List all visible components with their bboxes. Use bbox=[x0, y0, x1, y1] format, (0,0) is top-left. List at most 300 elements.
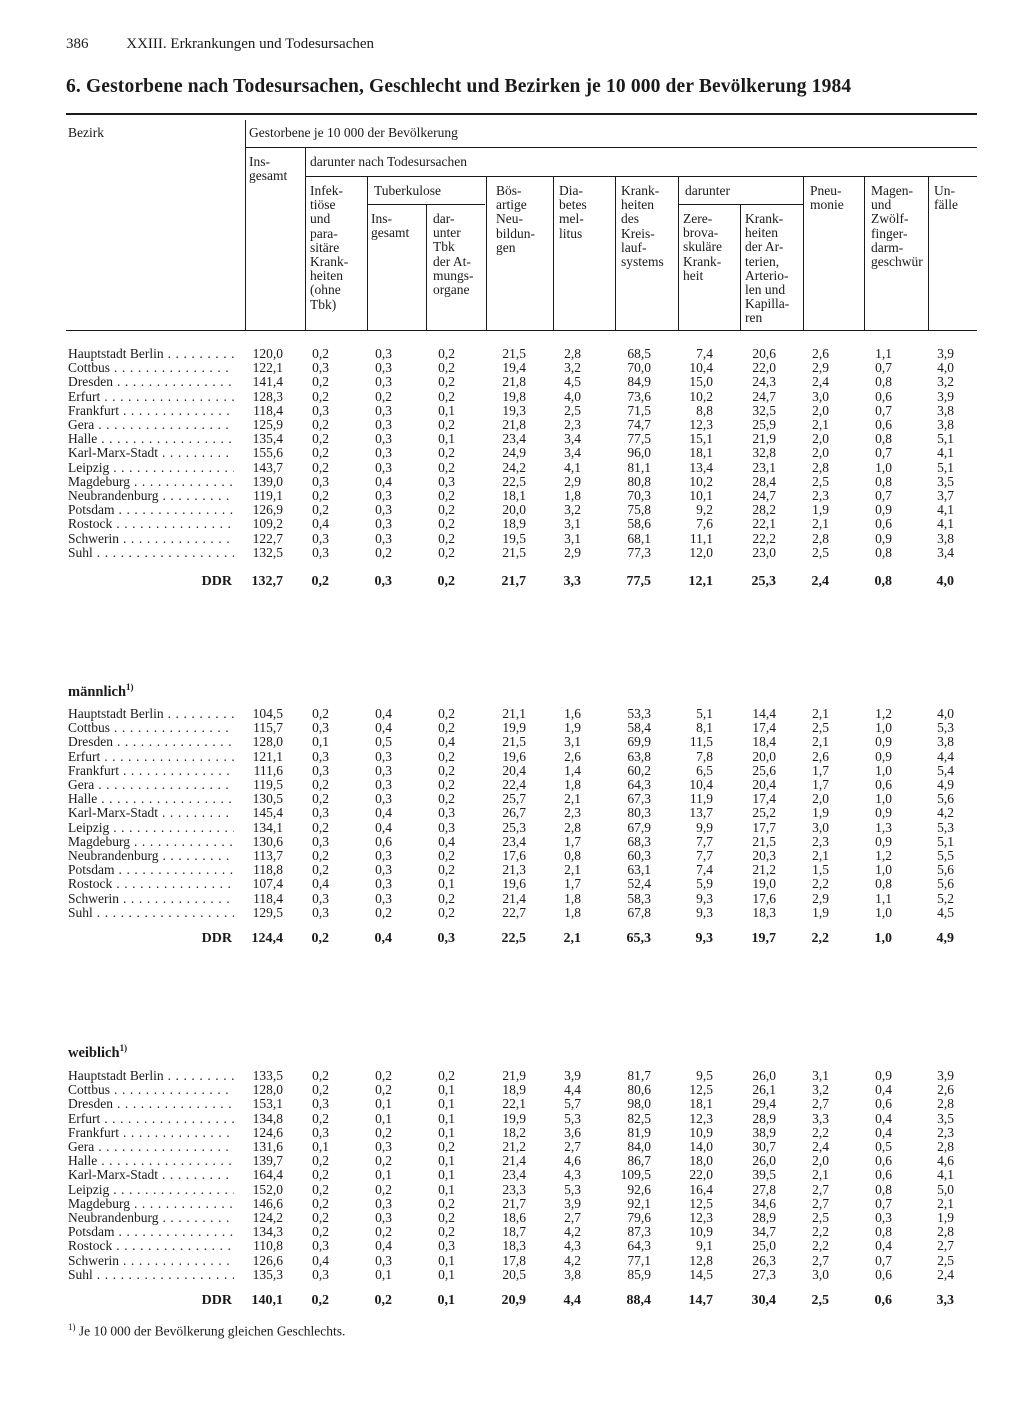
value-cell: 13,7 bbox=[689, 805, 713, 821]
value-cell: 84,0 bbox=[627, 1139, 651, 1154]
row-label: Erfurt . . . bbox=[68, 750, 234, 764]
value-cell: 5,3 bbox=[937, 819, 954, 835]
value-cell: 0,2 bbox=[375, 1068, 392, 1083]
value-cell: 115,7 bbox=[253, 720, 283, 736]
total-cell: 25,3 bbox=[751, 574, 776, 589]
value-cell: 4,0 bbox=[937, 706, 954, 721]
value-cell: 27,3 bbox=[752, 1266, 776, 1282]
value-cell: 0,2 bbox=[312, 459, 329, 475]
value-cell: 0,2 bbox=[438, 445, 455, 461]
value-cell: 23,0 bbox=[752, 544, 776, 560]
value-cell: 0,8 bbox=[564, 848, 581, 863]
value-cell: 0,3 bbox=[312, 762, 329, 778]
value-cell: 0,3 bbox=[375, 445, 392, 461]
table-row bbox=[0, 446, 1024, 460]
table-row bbox=[0, 1126, 1024, 1140]
value-cell: 0,2 bbox=[312, 417, 329, 432]
value-cell: 1,0 bbox=[875, 791, 892, 807]
value-cell: 63,1 bbox=[627, 862, 651, 878]
value-cell: 68,5 bbox=[627, 346, 651, 361]
value-cell: 0,3 bbox=[312, 1124, 329, 1140]
value-cell: 67,9 bbox=[627, 819, 651, 835]
row-label: Dresden . . . bbox=[68, 735, 234, 749]
value-cell: 0,2 bbox=[375, 1181, 392, 1197]
section-label-weiblich bbox=[68, 1043, 127, 1062]
total-cell: 2,5 bbox=[811, 1293, 829, 1308]
value-cell: 9,3 bbox=[696, 890, 713, 906]
value-cell: 2,8 bbox=[937, 1139, 954, 1154]
table-row bbox=[0, 461, 1024, 475]
value-cell: 0,8 bbox=[875, 473, 892, 489]
total-cell: 0,2 bbox=[311, 931, 329, 946]
value-cell: 2,1 bbox=[564, 791, 581, 807]
value-cell: 18,0 bbox=[689, 1153, 713, 1169]
value-cell: 139,7 bbox=[252, 1153, 283, 1169]
value-cell: 0,2 bbox=[438, 890, 455, 906]
running-head bbox=[66, 36, 374, 53]
value-cell: 1,5 bbox=[812, 862, 829, 878]
value-cell: 34,6 bbox=[752, 1195, 776, 1211]
value-cell: 0,3 bbox=[312, 473, 329, 489]
value-cell: 0,2 bbox=[438, 862, 455, 878]
value-cell: 4,2 bbox=[564, 1224, 581, 1240]
value-cell: 10,2 bbox=[689, 388, 713, 404]
value-cell: 14,4 bbox=[752, 706, 776, 721]
value-cell: 0,3 bbox=[375, 862, 392, 878]
value-cell: 64,3 bbox=[627, 1238, 651, 1254]
value-cell: 7,4 bbox=[696, 862, 713, 878]
value-cell: 0,9 bbox=[875, 1068, 892, 1083]
value-cell: 26,7 bbox=[502, 805, 526, 821]
value-cell: 0,2 bbox=[375, 1224, 392, 1240]
value-cell: 0,3 bbox=[375, 777, 392, 792]
value-cell: 4,4 bbox=[564, 1082, 581, 1098]
value-cell: 28,2 bbox=[752, 502, 776, 518]
row-label: Cottbus . . . bbox=[68, 361, 234, 375]
table-row bbox=[0, 517, 1024, 531]
value-cell: 84,9 bbox=[627, 374, 651, 390]
value-cell: 125,9 bbox=[252, 417, 283, 432]
value-cell: 0,2 bbox=[312, 848, 329, 863]
col-sep bbox=[928, 177, 929, 330]
col-sep bbox=[803, 177, 804, 330]
value-cell: 58,3 bbox=[627, 890, 651, 906]
value-cell: 4,4 bbox=[937, 748, 954, 764]
value-cell: 81,1 bbox=[627, 459, 651, 475]
value-cell: 58,6 bbox=[627, 516, 651, 532]
value-cell: 25,2 bbox=[752, 805, 776, 821]
value-cell: 1,9 bbox=[812, 904, 829, 920]
value-cell: 39,5 bbox=[752, 1167, 776, 1183]
value-cell: 77,5 bbox=[627, 431, 651, 447]
value-cell: 5,3 bbox=[564, 1181, 581, 1197]
value-cell: 0,3 bbox=[312, 805, 329, 821]
total-label: DDR bbox=[201, 574, 232, 589]
value-cell: 2,2 bbox=[812, 876, 829, 892]
value-cell: 24,2 bbox=[502, 459, 526, 475]
value-cell: 1,4 bbox=[564, 762, 581, 778]
value-cell: 14,5 bbox=[689, 1266, 713, 1282]
value-cell: 0,2 bbox=[312, 445, 329, 461]
value-cell: 132,5 bbox=[252, 544, 283, 560]
value-cell: 70,0 bbox=[627, 360, 651, 376]
value-cell: 58,4 bbox=[627, 720, 651, 736]
value-cell: 7,4 bbox=[696, 346, 713, 361]
value-cell: 17,6 bbox=[752, 890, 776, 906]
value-cell: 21,8 bbox=[502, 417, 526, 432]
value-cell: 5,1 bbox=[696, 706, 713, 721]
value-cell: 2,3 bbox=[812, 488, 829, 503]
value-cell: 2,4 bbox=[812, 374, 829, 390]
chapter-title: XXIII. Erkrankungen und Todesursachen bbox=[126, 36, 375, 52]
value-cell: 155,6 bbox=[252, 445, 283, 461]
value-cell: 0,2 bbox=[438, 1139, 455, 1154]
value-cell: 109,5 bbox=[620, 1167, 651, 1183]
header-bezirk: Bezirk bbox=[68, 125, 104, 140]
table-row bbox=[0, 721, 1024, 735]
value-cell: 15,1 bbox=[689, 431, 713, 447]
value-cell: 7,7 bbox=[696, 848, 713, 863]
value-cell: 0,2 bbox=[312, 862, 329, 878]
value-cell: 3,8 bbox=[564, 1266, 581, 1282]
col-sep bbox=[678, 177, 679, 330]
value-cell: 18,1 bbox=[689, 445, 713, 461]
value-cell: 0,2 bbox=[312, 1210, 329, 1225]
value-cell: 19,8 bbox=[502, 388, 526, 404]
value-cell: 0,1 bbox=[375, 1167, 392, 1183]
causes-rule bbox=[305, 176, 977, 177]
row-label: Karl-Marx-Stadt . . . bbox=[68, 1168, 234, 1182]
value-cell: 9,2 bbox=[696, 502, 713, 518]
value-cell: 22,2 bbox=[752, 530, 776, 546]
total-cell: 0,2 bbox=[437, 574, 455, 589]
value-cell: 0,3 bbox=[375, 1195, 392, 1211]
value-cell: 25,3 bbox=[502, 819, 526, 835]
value-cell: 2,0 bbox=[812, 431, 829, 447]
value-cell: 0,1 bbox=[438, 1266, 455, 1282]
value-cell: 0,2 bbox=[375, 544, 392, 560]
row-label: Schwerin . . . bbox=[68, 532, 234, 546]
value-cell: 0,4 bbox=[375, 805, 392, 821]
value-cell: 2,5 bbox=[812, 1210, 829, 1225]
value-cell: 0,3 bbox=[375, 488, 392, 503]
value-cell: 0,6 bbox=[875, 1153, 892, 1169]
row-label: Dresden . . . bbox=[68, 1097, 234, 1111]
row-label: Halle . . . bbox=[68, 432, 234, 446]
total-row bbox=[0, 575, 1024, 589]
value-cell: 0,2 bbox=[312, 791, 329, 807]
value-cell: 12,8 bbox=[689, 1252, 713, 1268]
value-cell: 22,1 bbox=[752, 516, 776, 532]
value-cell: 0,4 bbox=[875, 1110, 892, 1126]
total-cell: 3,3 bbox=[936, 1293, 954, 1308]
value-cell: 153,1 bbox=[252, 1096, 283, 1112]
value-cell: 3,0 bbox=[812, 388, 829, 404]
value-cell: 2,1 bbox=[937, 1195, 954, 1211]
value-cell: 1,7 bbox=[812, 777, 829, 792]
footnote-text: Je 10 000 der Bevölkerung gleichen Geschlechts. bbox=[75, 1323, 346, 1339]
value-cell: 0,1 bbox=[375, 1266, 392, 1282]
value-cell: 2,1 bbox=[812, 734, 829, 750]
value-cell: 25,0 bbox=[752, 1238, 776, 1254]
value-cell: 118,4 bbox=[253, 890, 283, 906]
value-cell: 1,0 bbox=[875, 904, 892, 920]
header-infektioese: Infek- tiöse und para- sitäre Krank- heiten (ohne Tbk) bbox=[310, 183, 349, 312]
value-cell: 21,5 bbox=[502, 346, 526, 361]
value-cell: 3,9 bbox=[937, 346, 954, 361]
value-cell: 126,6 bbox=[252, 1252, 283, 1268]
value-cell: 113,7 bbox=[253, 848, 283, 863]
value-cell: 21,2 bbox=[752, 862, 776, 878]
value-cell: 22,5 bbox=[502, 473, 526, 489]
value-cell: 16,4 bbox=[689, 1181, 713, 1197]
header-pneumonie: Pneu- monie bbox=[810, 183, 844, 213]
value-cell: 81,7 bbox=[627, 1068, 651, 1083]
value-cell: 1,8 bbox=[564, 890, 581, 906]
table-row bbox=[0, 432, 1024, 446]
value-cell: 15,0 bbox=[689, 374, 713, 390]
value-cell: 3,9 bbox=[937, 1068, 954, 1083]
table-row bbox=[0, 390, 1024, 404]
value-cell: 18,4 bbox=[752, 734, 776, 750]
total-cell: 4,4 bbox=[563, 1293, 581, 1308]
value-cell: 0,6 bbox=[875, 1096, 892, 1112]
col-sep bbox=[426, 205, 427, 330]
table-row bbox=[0, 375, 1024, 389]
value-cell: 5,2 bbox=[937, 890, 954, 906]
value-cell: 2,1 bbox=[812, 1167, 829, 1183]
header-darunter-todesursachen: darunter nach Todesursachen bbox=[310, 154, 467, 169]
value-cell: 0,7 bbox=[875, 445, 892, 461]
row-label: Schwerin . . . bbox=[68, 892, 234, 906]
value-cell: 0,1 bbox=[375, 1110, 392, 1126]
value-cell: 134,3 bbox=[252, 1224, 283, 1240]
value-cell: 3,1 bbox=[564, 516, 581, 532]
row-label: Halle . . . bbox=[68, 1154, 234, 1168]
value-cell: 0,2 bbox=[438, 1068, 455, 1083]
value-cell: 0,2 bbox=[438, 417, 455, 432]
value-cell: 0,2 bbox=[312, 488, 329, 503]
value-cell: 77,3 bbox=[627, 544, 651, 560]
value-cell: 0,8 bbox=[875, 431, 892, 447]
value-cell: 20,0 bbox=[752, 748, 776, 764]
table-row bbox=[0, 1268, 1024, 1282]
value-cell: 3,4 bbox=[937, 544, 954, 560]
header-diabetes: Dia- betes mel- litus bbox=[559, 183, 587, 241]
value-cell: 0,2 bbox=[312, 1167, 329, 1183]
col-sep bbox=[864, 177, 865, 330]
table-row bbox=[0, 418, 1024, 432]
value-cell: 0,6 bbox=[875, 1167, 892, 1183]
value-cell: 26,0 bbox=[752, 1068, 776, 1083]
value-cell: 4,1 bbox=[937, 502, 954, 518]
total-cell: 9,3 bbox=[695, 931, 713, 946]
row-label: Cottbus . . . bbox=[68, 1083, 234, 1097]
value-cell: 145,4 bbox=[252, 805, 283, 821]
value-cell: 19,3 bbox=[502, 402, 526, 418]
value-cell: 1,6 bbox=[564, 706, 581, 721]
total-cell: 65,3 bbox=[626, 931, 651, 946]
value-cell: 0,4 bbox=[875, 1238, 892, 1254]
value-cell: 134,8 bbox=[252, 1110, 283, 1126]
table-row bbox=[0, 1140, 1024, 1154]
value-cell: 0,3 bbox=[375, 459, 392, 475]
value-cell: 2,4 bbox=[812, 1139, 829, 1154]
value-cell: 98,0 bbox=[627, 1096, 651, 1112]
value-cell: 131,6 bbox=[252, 1139, 283, 1154]
table-row bbox=[0, 1239, 1024, 1253]
value-cell: 9,3 bbox=[696, 904, 713, 920]
value-cell: 0,3 bbox=[438, 473, 455, 489]
value-cell: 0,3 bbox=[375, 1139, 392, 1154]
value-cell: 0,2 bbox=[438, 459, 455, 475]
value-cell: 1,8 bbox=[564, 904, 581, 920]
value-cell: 0,8 bbox=[875, 876, 892, 892]
value-cell: 0,1 bbox=[438, 1252, 455, 1268]
value-cell: 2,1 bbox=[812, 706, 829, 721]
total-cell: 132,7 bbox=[251, 574, 283, 589]
value-cell: 2,7 bbox=[812, 1096, 829, 1112]
page-number: 386 bbox=[66, 36, 89, 52]
value-cell: 5,1 bbox=[937, 431, 954, 447]
value-cell: 0,2 bbox=[312, 388, 329, 404]
value-cell: 0,2 bbox=[312, 1153, 329, 1169]
value-cell: 135,4 bbox=[252, 431, 283, 447]
value-cell: 19,0 bbox=[752, 876, 776, 892]
value-cell: 0,2 bbox=[438, 720, 455, 736]
total-cell: 77,5 bbox=[626, 574, 651, 589]
value-cell: 3,1 bbox=[812, 1068, 829, 1083]
value-cell: 18,7 bbox=[502, 1224, 526, 1240]
value-cell: 3,2 bbox=[564, 502, 581, 518]
value-cell: 3,1 bbox=[564, 734, 581, 750]
value-cell: 0,6 bbox=[375, 833, 392, 849]
value-cell: 141,4 bbox=[252, 374, 283, 390]
row-label: Gera . . . bbox=[68, 1140, 234, 1154]
value-cell: 12,3 bbox=[689, 1210, 713, 1225]
value-cell: 0,3 bbox=[375, 791, 392, 807]
value-cell: 135,3 bbox=[252, 1266, 283, 1282]
total-label: DDR bbox=[201, 931, 232, 946]
row-label: Leipzig . . . bbox=[68, 821, 234, 835]
value-cell: 0,7 bbox=[875, 488, 892, 503]
value-cell: 0,4 bbox=[438, 734, 455, 750]
value-cell: 24,3 bbox=[752, 374, 776, 390]
header-unfaelle: Un- fälle bbox=[934, 183, 958, 213]
group-rule bbox=[245, 147, 977, 148]
value-cell: 120,0 bbox=[252, 346, 283, 361]
value-cell: 0,1 bbox=[438, 1167, 455, 1183]
value-cell: 5,5 bbox=[937, 848, 954, 863]
value-cell: 77,1 bbox=[627, 1252, 651, 1268]
col-sep bbox=[740, 205, 741, 330]
value-cell: 0,7 bbox=[875, 360, 892, 376]
value-cell: 27,8 bbox=[752, 1181, 776, 1197]
value-cell: 28,9 bbox=[752, 1110, 776, 1126]
value-cell: 0,3 bbox=[375, 374, 392, 390]
value-cell: 0,2 bbox=[312, 431, 329, 447]
total-cell: 2,2 bbox=[811, 931, 829, 946]
table-row bbox=[0, 849, 1024, 863]
value-cell: 2,6 bbox=[812, 748, 829, 764]
value-cell: 128,0 bbox=[252, 734, 283, 750]
table-row bbox=[0, 1211, 1024, 1225]
row-label: Frankfurt . . . bbox=[68, 764, 234, 778]
value-cell: 0,4 bbox=[375, 706, 392, 721]
value-cell: 2,8 bbox=[937, 1096, 954, 1112]
value-cell: 19,6 bbox=[502, 748, 526, 764]
value-cell: 0,1 bbox=[438, 1082, 455, 1098]
total-cell: 0,2 bbox=[311, 574, 329, 589]
value-cell: 126,9 bbox=[252, 502, 283, 518]
table-row bbox=[0, 489, 1024, 503]
value-cell: 68,3 bbox=[627, 833, 651, 849]
value-cell: 0,3 bbox=[312, 544, 329, 560]
value-cell: 152,0 bbox=[252, 1181, 283, 1197]
value-cell: 2,7 bbox=[812, 1195, 829, 1211]
value-cell: 0,3 bbox=[312, 1266, 329, 1282]
value-cell: 23,4 bbox=[502, 431, 526, 447]
header-tbk-atmung: dar- unter Tbk der At- mungs- organe bbox=[433, 211, 474, 298]
row-label: Magdeburg . . . bbox=[68, 835, 234, 849]
value-cell: 18,9 bbox=[502, 516, 526, 532]
value-cell: 25,9 bbox=[752, 417, 776, 432]
section-footnote-mark: 1) bbox=[126, 682, 134, 692]
value-cell: 0,9 bbox=[875, 530, 892, 546]
value-cell: 2,6 bbox=[937, 1082, 954, 1098]
value-cell: 11,1 bbox=[689, 530, 713, 546]
value-cell: 5,1 bbox=[937, 459, 954, 475]
section-label-text: weiblich bbox=[68, 1044, 120, 1061]
value-cell: 0,3 bbox=[375, 748, 392, 764]
total-cell: 140,1 bbox=[251, 1293, 283, 1308]
value-cell: 68,1 bbox=[627, 530, 651, 546]
value-cell: 67,8 bbox=[627, 904, 651, 920]
table-row bbox=[0, 750, 1024, 764]
total-cell: 19,7 bbox=[751, 931, 776, 946]
value-cell: 3,2 bbox=[564, 360, 581, 376]
table-title: 6. Gestorbene nach Todesursachen, Geschlecht und Bezirken je 10 000 der Bevölkerung 1984 bbox=[66, 76, 852, 97]
value-cell: 0,2 bbox=[375, 904, 392, 920]
value-cell: 109,2 bbox=[252, 516, 283, 532]
value-cell: 0,3 bbox=[375, 530, 392, 546]
value-cell: 17,8 bbox=[502, 1252, 526, 1268]
total-label: DDR bbox=[201, 1293, 232, 1308]
value-cell: 60,2 bbox=[627, 762, 651, 778]
value-cell: 2,0 bbox=[812, 402, 829, 418]
value-cell: 22,7 bbox=[502, 904, 526, 920]
table-row bbox=[0, 877, 1024, 891]
value-cell: 4,9 bbox=[937, 777, 954, 792]
total-cell: 0,3 bbox=[374, 574, 392, 589]
value-cell: 5,9 bbox=[696, 876, 713, 892]
value-cell: 18,3 bbox=[752, 904, 776, 920]
value-cell: 23,3 bbox=[502, 1181, 526, 1197]
value-cell: 0,9 bbox=[875, 748, 892, 764]
row-label: Schwerin . . . bbox=[68, 1254, 234, 1268]
value-cell: 3,2 bbox=[812, 1082, 829, 1098]
value-cell: 0,2 bbox=[438, 706, 455, 721]
value-cell: 2,0 bbox=[812, 445, 829, 461]
value-cell: 52,4 bbox=[627, 876, 651, 892]
value-cell: 2,9 bbox=[812, 360, 829, 376]
value-cell: 80,6 bbox=[627, 1082, 651, 1098]
value-cell: 122,1 bbox=[252, 360, 283, 376]
value-cell: 21,3 bbox=[502, 862, 526, 878]
value-cell: 5,3 bbox=[564, 1110, 581, 1126]
table-row bbox=[0, 821, 1024, 835]
value-cell: 21,1 bbox=[502, 706, 526, 721]
